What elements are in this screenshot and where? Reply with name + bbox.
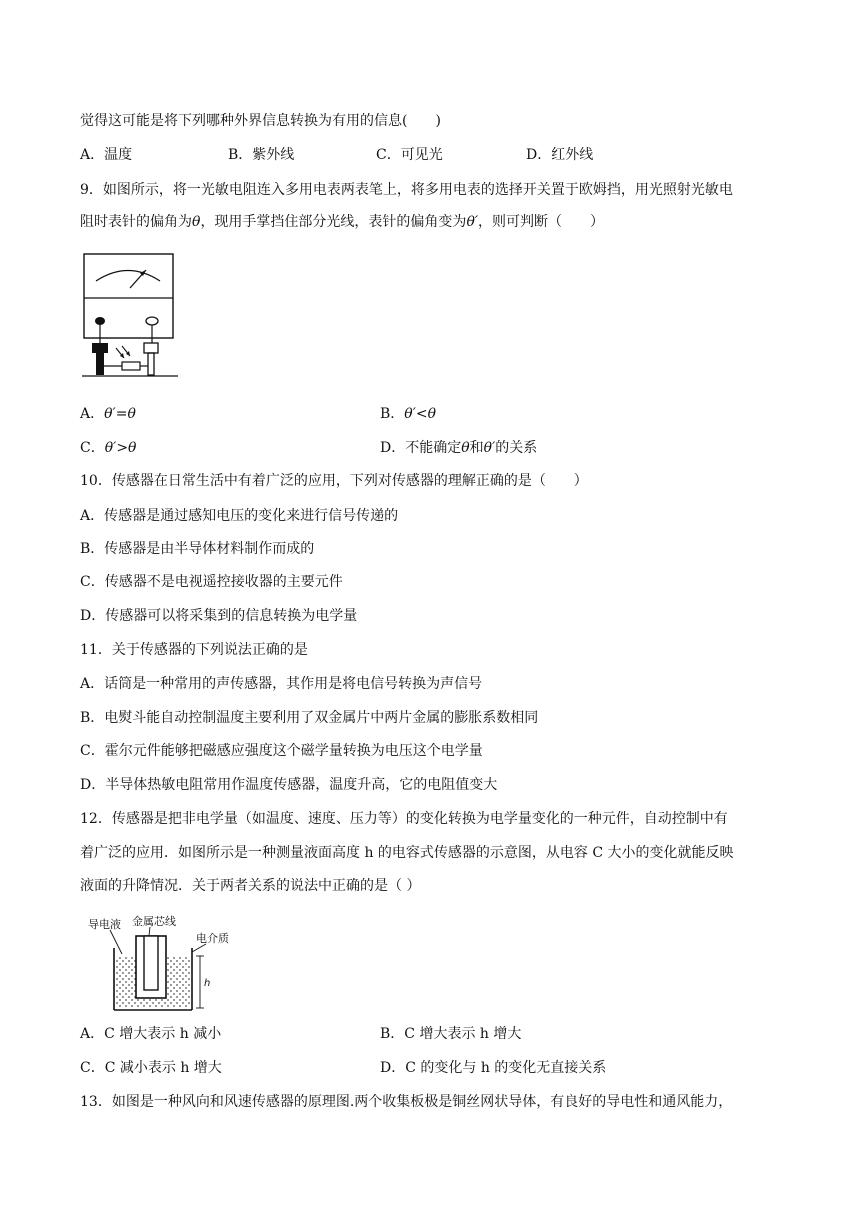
q12-option-a: A．C 增大表示 h 减小 xyxy=(80,1026,222,1042)
q9-option-b: B．θ′<θ xyxy=(380,406,437,422)
q10-option-c: C．传感器不是电视遥控接收器的主要元件 xyxy=(80,574,343,590)
label-core: 金属芯线 xyxy=(132,915,176,928)
q8-option-a: A．温度 xyxy=(80,147,133,163)
capacitive-sensor-figure xyxy=(88,914,238,1014)
q9-stem-line1: 9．如图所示，将一光敏电阻连入多用电表两表笔上，将多用电表的选择开关置于欧姆挡，用光照射光敏电 xyxy=(80,182,733,198)
q11-stem: 11．关于传感器的下列说法正确的是 xyxy=(80,642,308,658)
q11-option-c: C．霍尔元件能够把磁感应强度这个磁学量转换为电压这个电学量 xyxy=(80,743,483,759)
multimeter-figure xyxy=(80,248,180,384)
red-probe xyxy=(144,343,158,353)
q12-option-c: C．C 减小表示 h 增大 xyxy=(80,1060,222,1076)
q9-option-d: D．不能确定θ和θ′的关系 xyxy=(380,440,538,456)
dial-scale xyxy=(96,271,160,282)
red-terminal xyxy=(146,317,158,325)
meter-case xyxy=(84,254,173,338)
q8-option-b: B．紫外线 xyxy=(228,147,295,163)
black-terminal xyxy=(95,317,105,325)
q12-stem-line3: 液面的升降情况．关于两者关系的说法中正确的是（ ） xyxy=(80,878,421,894)
q10-option-a: A．传感器是通过感知电压的变化来进行信号传递的 xyxy=(80,508,399,524)
q13-stem-line1: 13．如图是一种风向和风速传感器的原理图.两个收集板极是铜丝网状导体，有良好的导电性和通风能力， xyxy=(80,1094,733,1110)
q12-option-b: B．C 增大表示 h 增大 xyxy=(380,1026,522,1042)
q10-option-d: D．传感器可以将采集到的信息转换为电学量 xyxy=(80,608,358,624)
q8-option-c: C．可见光 xyxy=(376,147,443,163)
label-dielectric: 电介质 xyxy=(196,932,229,945)
label-liquid: 导电液 xyxy=(88,918,121,931)
photoresistor xyxy=(122,362,140,370)
q10-option-b: B．传感器是由半导体材料制作而成的 xyxy=(80,541,315,557)
q12-option-d: D．C 的变化与 h 的变化无直接关系 xyxy=(380,1060,607,1076)
black-probe xyxy=(92,343,108,353)
q9-option-a: A．θ′=θ xyxy=(80,406,136,422)
q12-stem-line2: 着广泛的应用．如图所示是一种测量液面高度 h 的电容式传感器的示意图，从电容 C 大小的变化就能反映 xyxy=(80,845,734,861)
q8-option-d: D．红外线 xyxy=(526,147,594,163)
q12-stem-line1: 12．传感器是把非电学量（如温度、速度、压力等）的变化转换为电学量变化的一种元件，自动控制中有 xyxy=(80,811,728,827)
q11-option-a: A．话筒是一种常用的声传感器，其作用是将电信号转换为声信号 xyxy=(80,676,483,692)
q10-stem: 10．传感器在日常生活中有着广泛的应用，下列对传感器的理解正确的是（ ） xyxy=(80,473,588,489)
q9-stem-line2: 阻时表针的偏角为θ，现用手掌挡住部分光线，表针的偏角变为θ′，则可判断（ ） xyxy=(80,214,605,230)
q11-option-d: D．半导体热敏电阻常用作温度传感器，温度升高，它的电阻值变大 xyxy=(80,777,498,793)
q9-option-c: C．θ′>θ xyxy=(80,440,137,456)
metal-core xyxy=(144,936,158,990)
q8-stem: 觉得这可能是将下列哪种外界信息转换为有用的信息( ) xyxy=(80,113,441,129)
label-h: h xyxy=(204,978,211,989)
q11-option-b: B．电熨斗能自动控制温度主要利用了双金属片中两片金属的膨胀系数相同 xyxy=(80,710,539,726)
